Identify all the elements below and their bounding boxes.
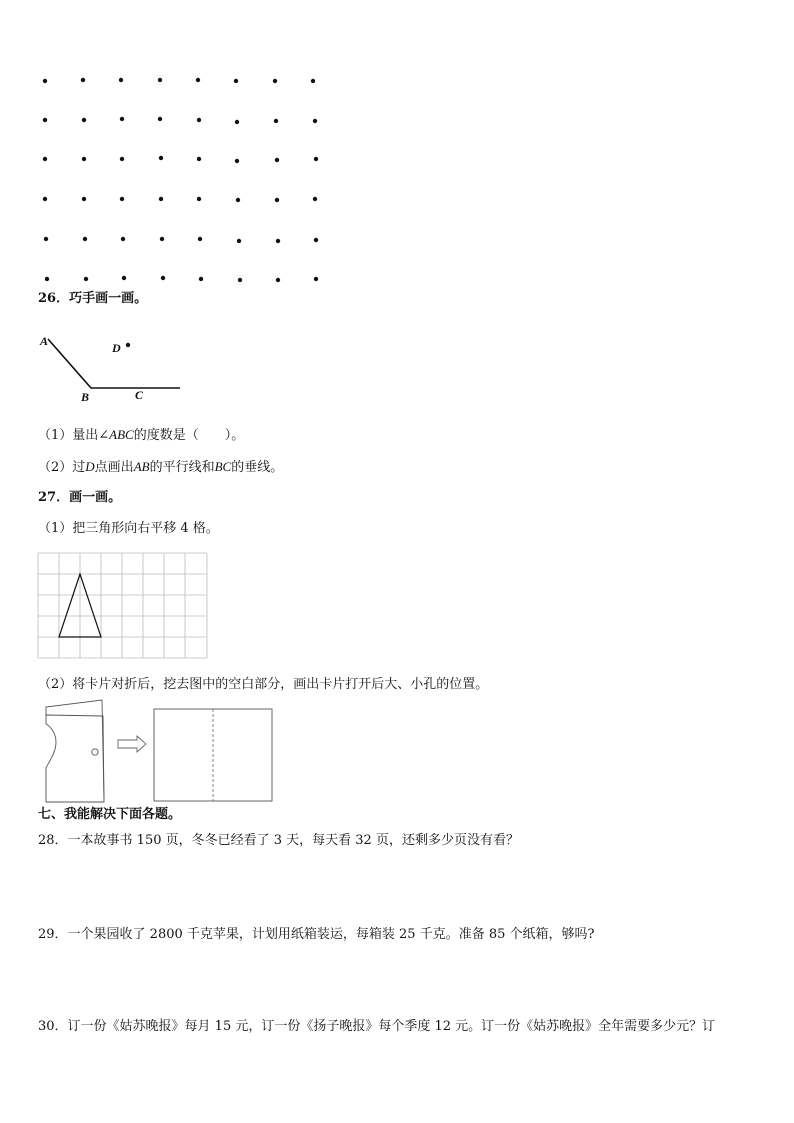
q26-title: 26．巧手画一画。 [38, 291, 148, 306]
q26-sub2-suffix: 的垂线。 [231, 460, 284, 475]
q28-text: 28．一本故事书 150 页，冬冬已经看了 3 天，每天看 32 页，还剩多少页没有看？ [38, 833, 519, 848]
label-b: B [81, 390, 90, 404]
arrow-right-icon [118, 736, 146, 752]
q26-sub2-mid2: 的平行线和 [149, 460, 215, 475]
q27-sub2: （2）将卡片对折后，挖去图中的空白部分，画出卡片打开后大、小孔的位置。 [38, 677, 489, 692]
q26-sub1-suffix: 的度数是（ ）。 [133, 428, 245, 443]
q26-sub2-line2: BC [214, 459, 232, 474]
q29-text: 29．一个果园收了 2800 千克苹果，计划用纸箱装运，每箱装 25 千克。准备 85 个纸箱，够吗? [38, 927, 595, 942]
q27-sub1: （1）把三角形向右平移 4 格。 [38, 521, 219, 536]
q26-sub1-angle: ABC [109, 427, 134, 442]
q26-sub1-prefix: （1）量出∠ [38, 428, 110, 443]
q26-sub2-mid1: 点画出 [94, 460, 134, 475]
card-front-page [46, 715, 104, 802]
q26-sub2-prefix: （2）过 [38, 460, 86, 475]
q26-sub2-line1: AB [133, 459, 150, 474]
section-7-heading: 七、我能解决下面各题。 [38, 807, 182, 822]
label-c: C [135, 388, 144, 402]
q30-text: 30．订一份《姑苏晚报》每月 15 元，订一份《扬子晚报》每个季度 12 元。订一份《姑苏晚报》全年需要多少元？订 [38, 1019, 716, 1034]
card-small-hole [92, 749, 98, 755]
q27-title: 27．画一画。 [38, 490, 122, 505]
q26-sub2-point: D [85, 459, 95, 474]
label-d: D [112, 341, 121, 355]
label-a: A [40, 334, 49, 348]
